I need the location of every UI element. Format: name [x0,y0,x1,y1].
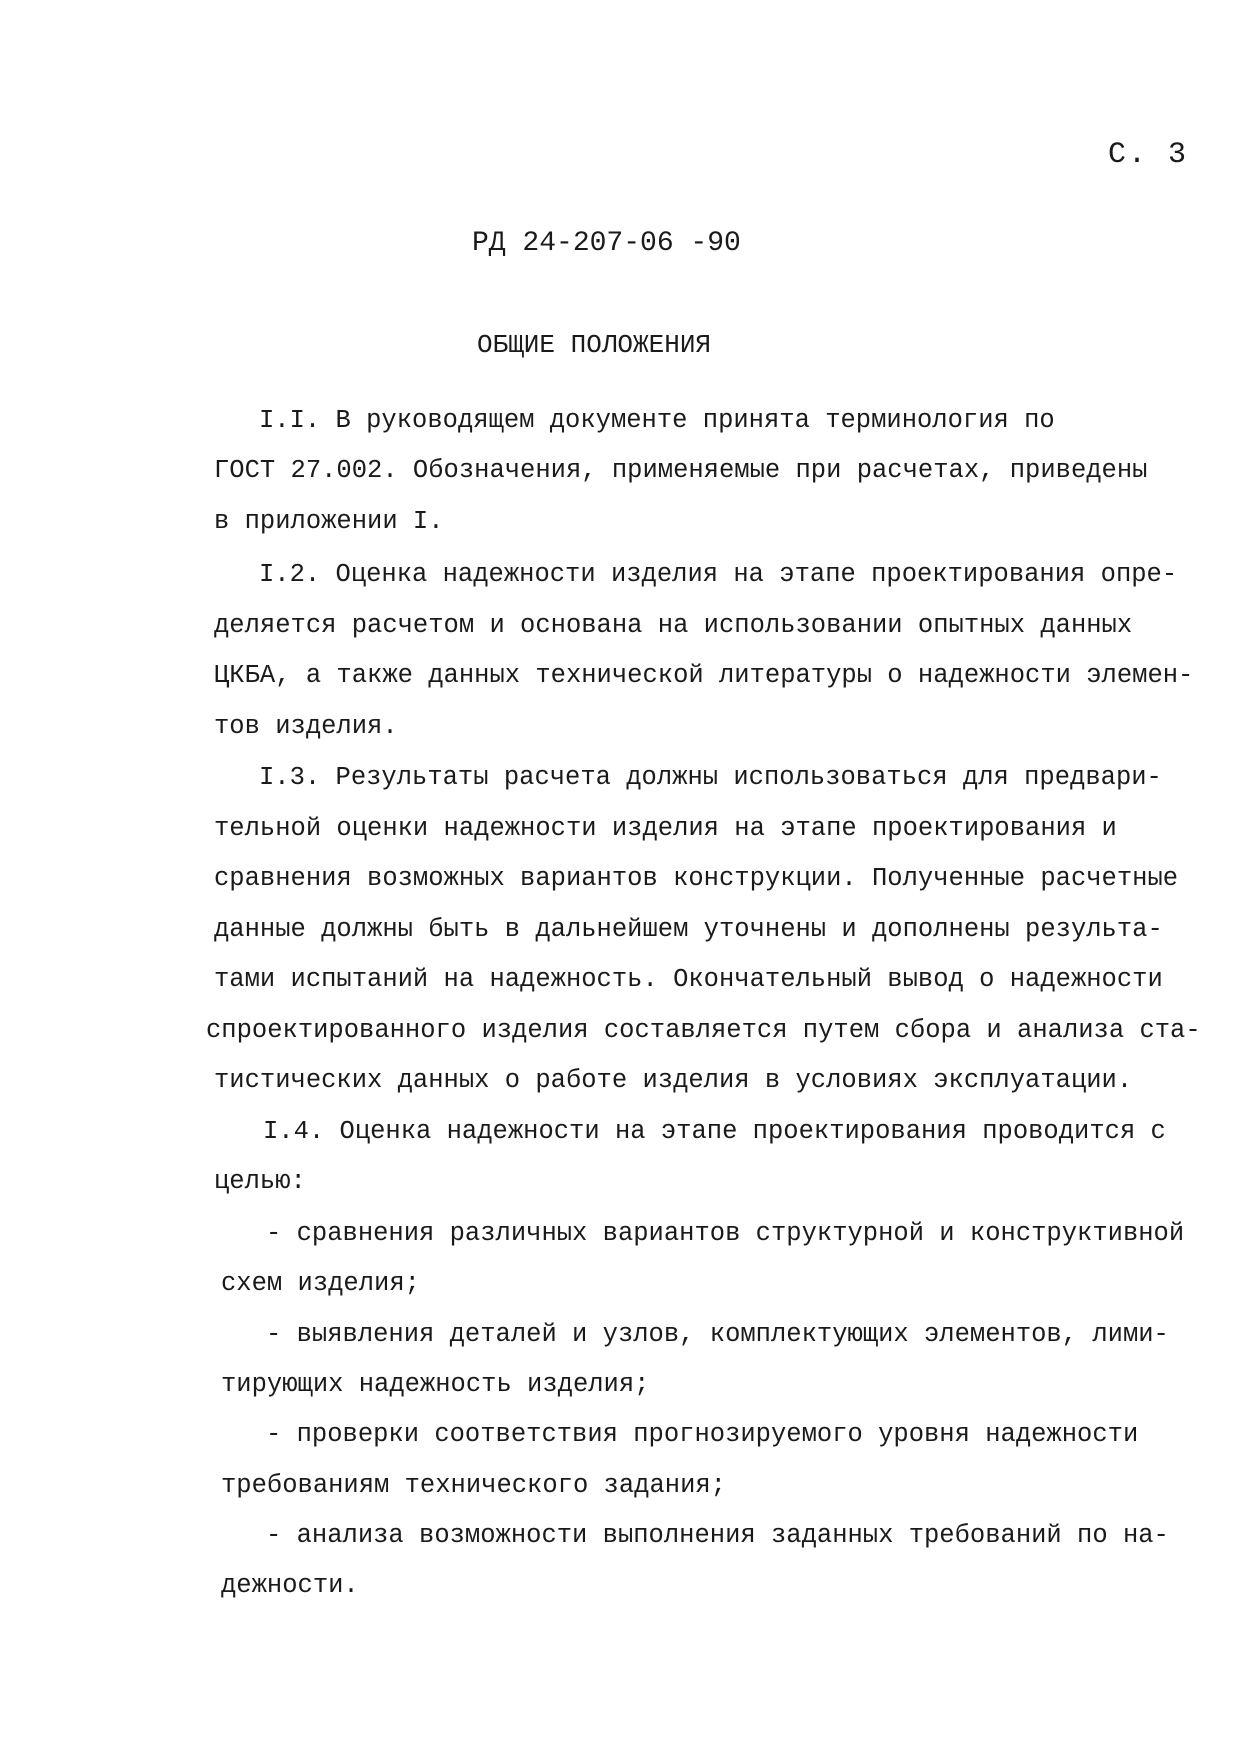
text-line: - выявления деталей и узлов, комплектующих элементов, лими- [266,1320,1169,1349]
text-line: данные должны быть в дальнейшем уточнены и дополнены результа- [214,915,1163,944]
text-line: I.2. Оценка надежности изделия на этапе проектирования опре- [259,560,1178,589]
text-line: I.3. Результаты расчета должны использоваться для предвари- [259,763,1162,792]
text-line: I.4. Оценка надежности на этапе проектирования проводится с [263,1117,1166,1146]
text-line: ЦКБА, а также данных технической литературы о надежности элемен- [214,661,1194,690]
text-line: ГОСТ 27.002. Обозначения, применяемые при расчетах, приведены [214,456,1148,485]
text-line: тельной оценки надежности изделия на этапе проектирования и [214,814,1117,843]
text-line: целью: [214,1167,306,1196]
text-line: схем изделия; [221,1269,420,1298]
text-line: дежности. [221,1571,359,1600]
document-code: РД 24-207-06 -90 [472,228,741,259]
text-line: тистических данных о работе изделия в условиях эксплуатации. [214,1066,1133,1095]
text-line: спроектированного изделия составляется путем сбора и анализа ста- [206,1016,1201,1045]
text-line: в приложении I. [214,507,444,536]
section-title: ОБЩИЕ ПОЛОЖЕНИЯ [477,330,712,360]
text-line: - проверки соответствия прогнозируемого уровня надежности [266,1420,1139,1449]
text-line: требованиям технического задания; [221,1471,726,1500]
text-line: тирующих надежность изделия; [221,1370,650,1399]
text-line: деляется расчетом и основана на использовании опытных данных [214,611,1133,640]
text-line: тов изделия. [214,712,398,741]
text-line: I.I. В руководящем документе принята терминология по [259,406,1055,435]
text-line: сравнения возможных вариантов конструкции. Полученные расчетные [214,864,1179,893]
text-line: тами испытаний на надежность. Окончательный вывод о надежности [214,965,1163,994]
text-line: - сравнения различных вариантов структурной и конструктивной [266,1219,1185,1248]
text-line: - анализа возможности выполнения заданных требований по на- [266,1521,1169,1550]
page-number: С. 3 [1108,138,1189,172]
